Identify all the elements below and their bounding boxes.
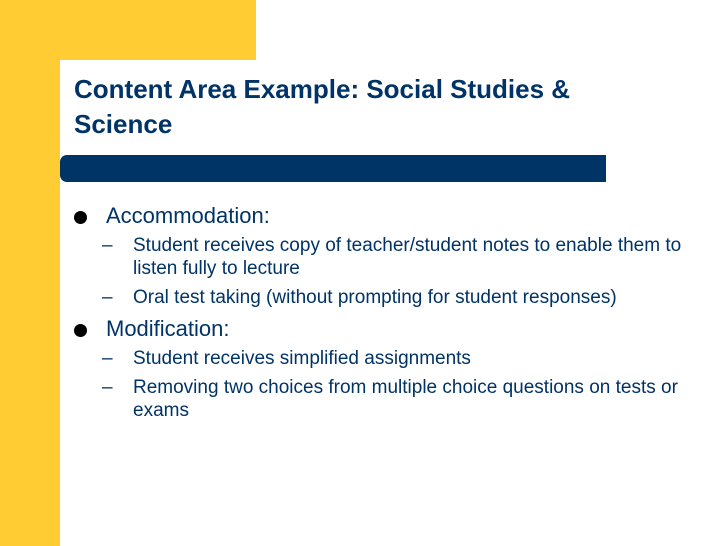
slide-title: Content Area Example: Social Studies & Science: [74, 74, 571, 139]
bullet-icon: [74, 324, 87, 337]
list-item-label: Modification:: [106, 316, 230, 341]
list-item-label: Accommodation:: [106, 203, 270, 228]
sub-list-item-text: Removing two choices from multiple choice questions on tests or exams: [133, 377, 678, 421]
list-item: [74, 202, 694, 230]
sub-list: [74, 234, 694, 309]
dash-icon: –: [102, 377, 113, 398]
dash-icon: –: [102, 235, 113, 256]
sub-list-item-text: Oral test taking (without prompting for student responses): [133, 287, 617, 308]
sub-list-item: [74, 234, 694, 280]
bullet-list: [74, 202, 694, 428]
sub-list-item-text: Student receives copy of teacher/student notes to enable them to listen fully to lecture: [133, 235, 682, 279]
sub-list: [74, 347, 694, 422]
sub-list-item-text: Student receives simplified assignments: [133, 348, 471, 369]
dash-icon: –: [102, 348, 113, 369]
sub-list-item: [74, 347, 694, 370]
list-item: [74, 315, 694, 343]
title-underline-bar: [60, 155, 606, 182]
dash-icon: –: [102, 287, 113, 308]
bullet-icon: [74, 211, 87, 224]
sub-list-item: [74, 286, 694, 309]
sub-list-item: [74, 376, 694, 422]
